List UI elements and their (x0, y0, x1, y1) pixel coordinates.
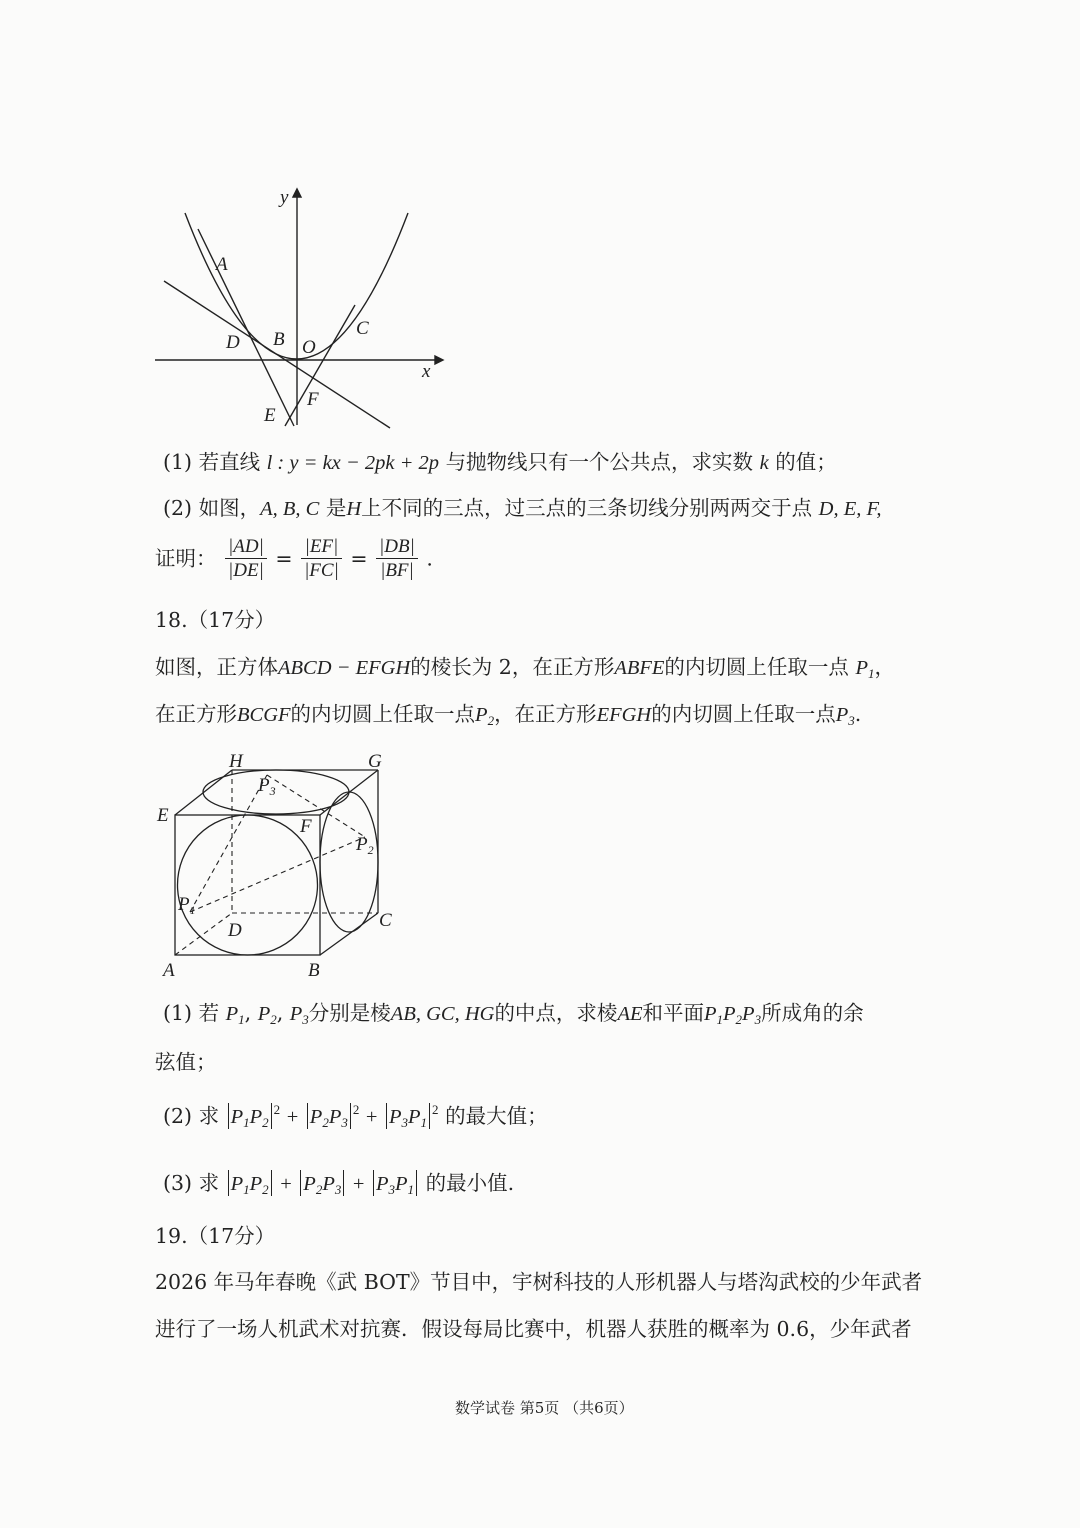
label-G: G (368, 751, 382, 772)
q18-part1-cont: 弦值； (155, 1050, 217, 1074)
label-P1: $P_1$ (178, 894, 196, 917)
label-B: B (308, 960, 320, 981)
page-footer: 数学试卷 第5页 （共6页） (455, 1399, 634, 1417)
label-E: E (157, 805, 169, 826)
q18-text-line1: 如图，正方体ABCD − EFGH的棱长为 2，在正方形ABFE的内切圆上任取一点 $P_1$， (155, 655, 895, 681)
part-number: (3) (163, 1171, 193, 1195)
fraction-ad-de: $\frac{|AD|}{|DE|}$ (225, 537, 267, 580)
q17-part2: (2) 如图，A, B, C 是H上不同的三点，过三点的三条切线分别两两交于点 D, E, F, (163, 496, 882, 520)
segment-p1-p3 (190, 775, 267, 912)
q18-text-line2: 在正方形BCGF的内切圆上任取一点$P_2$，在正方形EFGH的内切圆上任取一点$P_3$. (155, 702, 862, 728)
q19-heading: 19.（17分） (155, 1224, 276, 1248)
part-number: (2) (163, 496, 193, 520)
y-axis-arrow (293, 189, 301, 197)
segment-p1-p2 (190, 837, 365, 912)
part-number: (1) (163, 450, 193, 474)
fraction-ef-fc: $\frac{|EF|}{|FC|}$ (301, 537, 342, 580)
label-P2: $P_2$ (356, 834, 374, 857)
label-D: D (226, 332, 240, 353)
q18-part3: (3) 求 $P_1P_2 + P_2P_3 + P_3P_1$ 的最小值. (163, 1171, 515, 1197)
parabola-figure (150, 185, 450, 430)
x-axis-arrow (435, 356, 443, 364)
q17-proof: 证明： $\frac{|AD|}{|DE|}$ = $\frac{|EF|}{|FC|}$ = $\frac{|DB|}{|BF|}$ . (155, 536, 433, 581)
label-x: x (422, 361, 431, 382)
label-C: C (379, 910, 392, 931)
edge-cb (320, 913, 378, 955)
q19-text-line1: 2026 年马年春晚《武 BOT》节目中，宇树科技的人形机器人与塔沟武校的少年武者 (155, 1270, 923, 1294)
label-H: H (229, 751, 243, 772)
line-equation: l : y = kx − 2pk + 2p (266, 452, 440, 474)
label-B: B (273, 329, 285, 350)
q19-text-line2: 进行了一场人机武术对抗赛．假设每局比赛中，机器人获胜的概率为 0.6，少年武者 (155, 1317, 912, 1341)
q17-part1: (1) 若直线 l : y = kx − 2pk + 2p 与抛物线只有一个公共点，求实数 k 的值； (163, 450, 837, 474)
label-P3: $P_3$ (258, 775, 276, 798)
label-A: A (216, 254, 228, 275)
tangent-line-c (285, 305, 355, 426)
label-F: F (307, 389, 319, 410)
label-O: O (302, 337, 316, 358)
label-F: F (300, 816, 312, 837)
fraction-db-bf: $\frac{|DB|}{|BF|}$ (376, 537, 418, 580)
tangent-line-b (164, 281, 390, 428)
q18-part1: (1) 若 $P_1$, $P_2$, $P_3$分别是棱AB, GC, HG的中点，求棱AE和平面$P_1P_2P_3$所成角的余 (163, 1001, 864, 1027)
label-y: y (280, 187, 289, 208)
label-D: D (228, 920, 242, 941)
segment-p3-p2 (267, 775, 365, 837)
incircle-bcgf (320, 792, 378, 932)
incircle-abfe (178, 815, 318, 955)
edge-ad (175, 913, 232, 955)
label-A: A (163, 960, 175, 981)
label-E: E (264, 405, 276, 426)
cube-figure (150, 745, 410, 985)
tangent-line-a (198, 229, 294, 426)
q18-heading: 18.（17分） (155, 608, 276, 632)
part-number: (2) (163, 1104, 193, 1128)
q18-part2: (2) 求 $P_1P_2^2 + P_2P_3^2 + P_3P_1^2$ 的最大值； (163, 1102, 548, 1130)
label-C: C (356, 318, 369, 339)
incircle-efgh (203, 770, 349, 814)
part-number: (1) (163, 1001, 193, 1025)
